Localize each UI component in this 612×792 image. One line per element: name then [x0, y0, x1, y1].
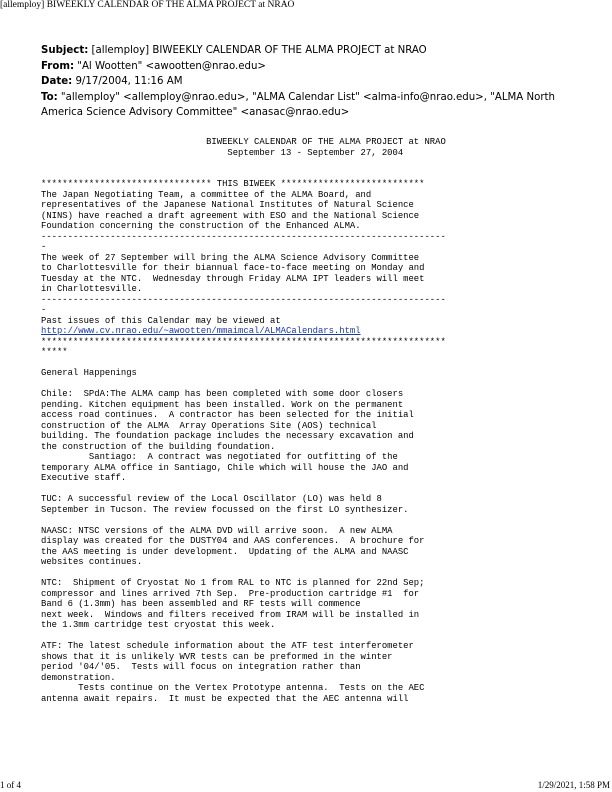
body-line: BIWEEKLY CALENDAR OF THE ALMA PROJECT at NRAO — [41, 137, 446, 147]
body-line: access road continues. A contractor has been selected for the initial — [41, 410, 414, 420]
body-line: display was created for the DUSTY04 and AAS conferences. A brochure for — [41, 536, 425, 546]
body-line: antenna await repairs. It must be expected that the AEC antenna will — [41, 693, 409, 704]
to-row — [41, 90, 571, 121]
print-header: [allemploy] BIWEEKLY CALENDAR OF THE ALMA PROJECT at NRAO — [0, 0, 295, 10]
date-row — [41, 74, 571, 90]
body-line: Foundation concerning the construction of the Enhanced ALMA. — [41, 221, 361, 231]
page-number: 1 of 4 — [0, 780, 21, 790]
body-line: temporary ALMA office in Santiago, Chile which will house the JAO and — [41, 462, 409, 473]
body-line: websites continues. — [41, 557, 143, 567]
body-line: September 13 - September 27, 2004 — [41, 147, 404, 158]
from-value: "Al Wootten" <awootten@nrao.edu> — [77, 60, 266, 72]
body-line: TUC: A successful review of the Local Oscillator (LO) was held 8 — [41, 494, 382, 504]
from-label: From: — [41, 60, 75, 72]
body-line: pending. Kitchen equipment has been installed. Work on the permanent — [41, 399, 404, 410]
to-value-line2: America Science Advisory Committee" <anasac@nrao.edu> — [41, 107, 350, 118]
body-line: Santiago: A contract was negotiated for outfitting of the — [41, 452, 398, 462]
body-line: the 1.3mm cartridge test cryostat this week. — [41, 620, 276, 630]
body-line: ATF: The latest schedule information about the ATF test interferometer — [41, 641, 414, 651]
to-value-line1: "allemploy" <allemploy@nrao.edu>, "ALMA Calendar List" <alma-info@nrao.edu>, "ALMA North — [60, 91, 556, 103]
body-line: the AAS meeting is under development. Updating of the ALMA and NAASC — [41, 546, 409, 557]
body-line: General Happenings — [41, 368, 137, 378]
body-line — [41, 379, 581, 390]
body-line: Band 6 (1.3mm) has been assembled and RF tests will commence — [41, 599, 361, 609]
to-label: To: — [41, 91, 58, 103]
body-line — [41, 484, 581, 495]
date-value: 9/17/2004, 11:16 AM — [75, 76, 183, 87]
body-line: Chile: SPdA:The ALMA camp has been completed with some door closers — [41, 389, 404, 399]
body-line — [41, 515, 581, 526]
body-line: representatives of the Japanese National Institutes of Natural Science — [41, 200, 414, 210]
body-line: ---------------------------------------------------------------------------- — [41, 294, 446, 305]
date-label: Date: — [41, 76, 73, 87]
body-line: ******************************** THIS BIWEEK *************************** — [41, 179, 425, 189]
body-line: - — [41, 242, 47, 252]
body-line: compressor and lines arrived 7th Sep. Pre-production cartridge #1 for — [41, 588, 420, 599]
body-line — [41, 568, 581, 579]
body-line: shows that it is unlikely WVR tests can be preformed in the winter — [41, 651, 393, 662]
body-line: NTC: Shipment of Cryostat No 1 from RAL to NTC is planned for 22nd Sep; — [41, 578, 425, 588]
body-line: The Japan Negotiating Team, a committee of the ALMA Board, and — [41, 189, 372, 200]
body-line: the construction of the building foundation. — [41, 441, 276, 452]
body-line — [41, 631, 581, 642]
body-line: period '04/'05. Tests will focus on integration rather than — [41, 662, 361, 672]
print-datetime: 1/29/2021, 1:58 PM — [537, 780, 610, 790]
body-line: ***** — [41, 347, 68, 357]
calendar-archive-link[interactable]: http://www.cv.nrao.edu/~awootten/mmaimcal/ALMACalendars.html — [41, 326, 361, 336]
body-line: Executive staff. — [41, 473, 127, 483]
body-line: in Charlottesville. — [41, 284, 143, 294]
body-line: (NINS) have reached a draft agreement with ESO and the National Science — [41, 210, 420, 221]
email-headers — [41, 43, 571, 121]
body-line: - — [41, 305, 47, 315]
body-line: construction of the ALMA Array Operations Site (AOS) technical — [41, 420, 377, 431]
body-line — [41, 169, 581, 180]
body-line: September in Tucson. The review focussed on the first LO synthesizer. — [41, 504, 409, 515]
body-line — [41, 358, 581, 369]
body-line: The week of 27 September will bring the ALMA Science Advisory Committee — [41, 252, 420, 263]
subject-label: Subject: — [41, 45, 89, 56]
body-line: NAASC: NTSC versions of the ALMA DVD will arrive soon. A new ALMA — [41, 525, 393, 536]
body-line: to Charlottesville for their biannual face-to-face meeting on Monday and — [41, 263, 425, 273]
body-line: ---------------------------------------------------------------------------- — [41, 231, 446, 242]
body-line: demonstration. — [41, 672, 116, 683]
subject-value: [allemploy] BIWEEKLY CALENDAR OF THE ALMA PROJECT at NRAO — [91, 45, 427, 56]
body-line: Past issues of this Calendar may be viewed at — [41, 315, 281, 326]
message-body — [41, 137, 581, 704]
from-row — [41, 59, 571, 75]
body-line: next week. Windows and filters received from IRAM will be installed in — [41, 609, 420, 620]
body-line: Tuesday at the NTC. Wednesday through Friday ALMA IPT leaders will meet — [41, 273, 425, 284]
body-line — [41, 158, 581, 169]
subject-row — [41, 43, 571, 59]
body-line: building. The foundation package includes the necessary excavation and — [41, 431, 414, 441]
body-line: **************************************************************************** — [41, 336, 446, 347]
body-line: Tests continue on the Vertex Prototype antenna. Tests on the AEC — [41, 683, 425, 693]
